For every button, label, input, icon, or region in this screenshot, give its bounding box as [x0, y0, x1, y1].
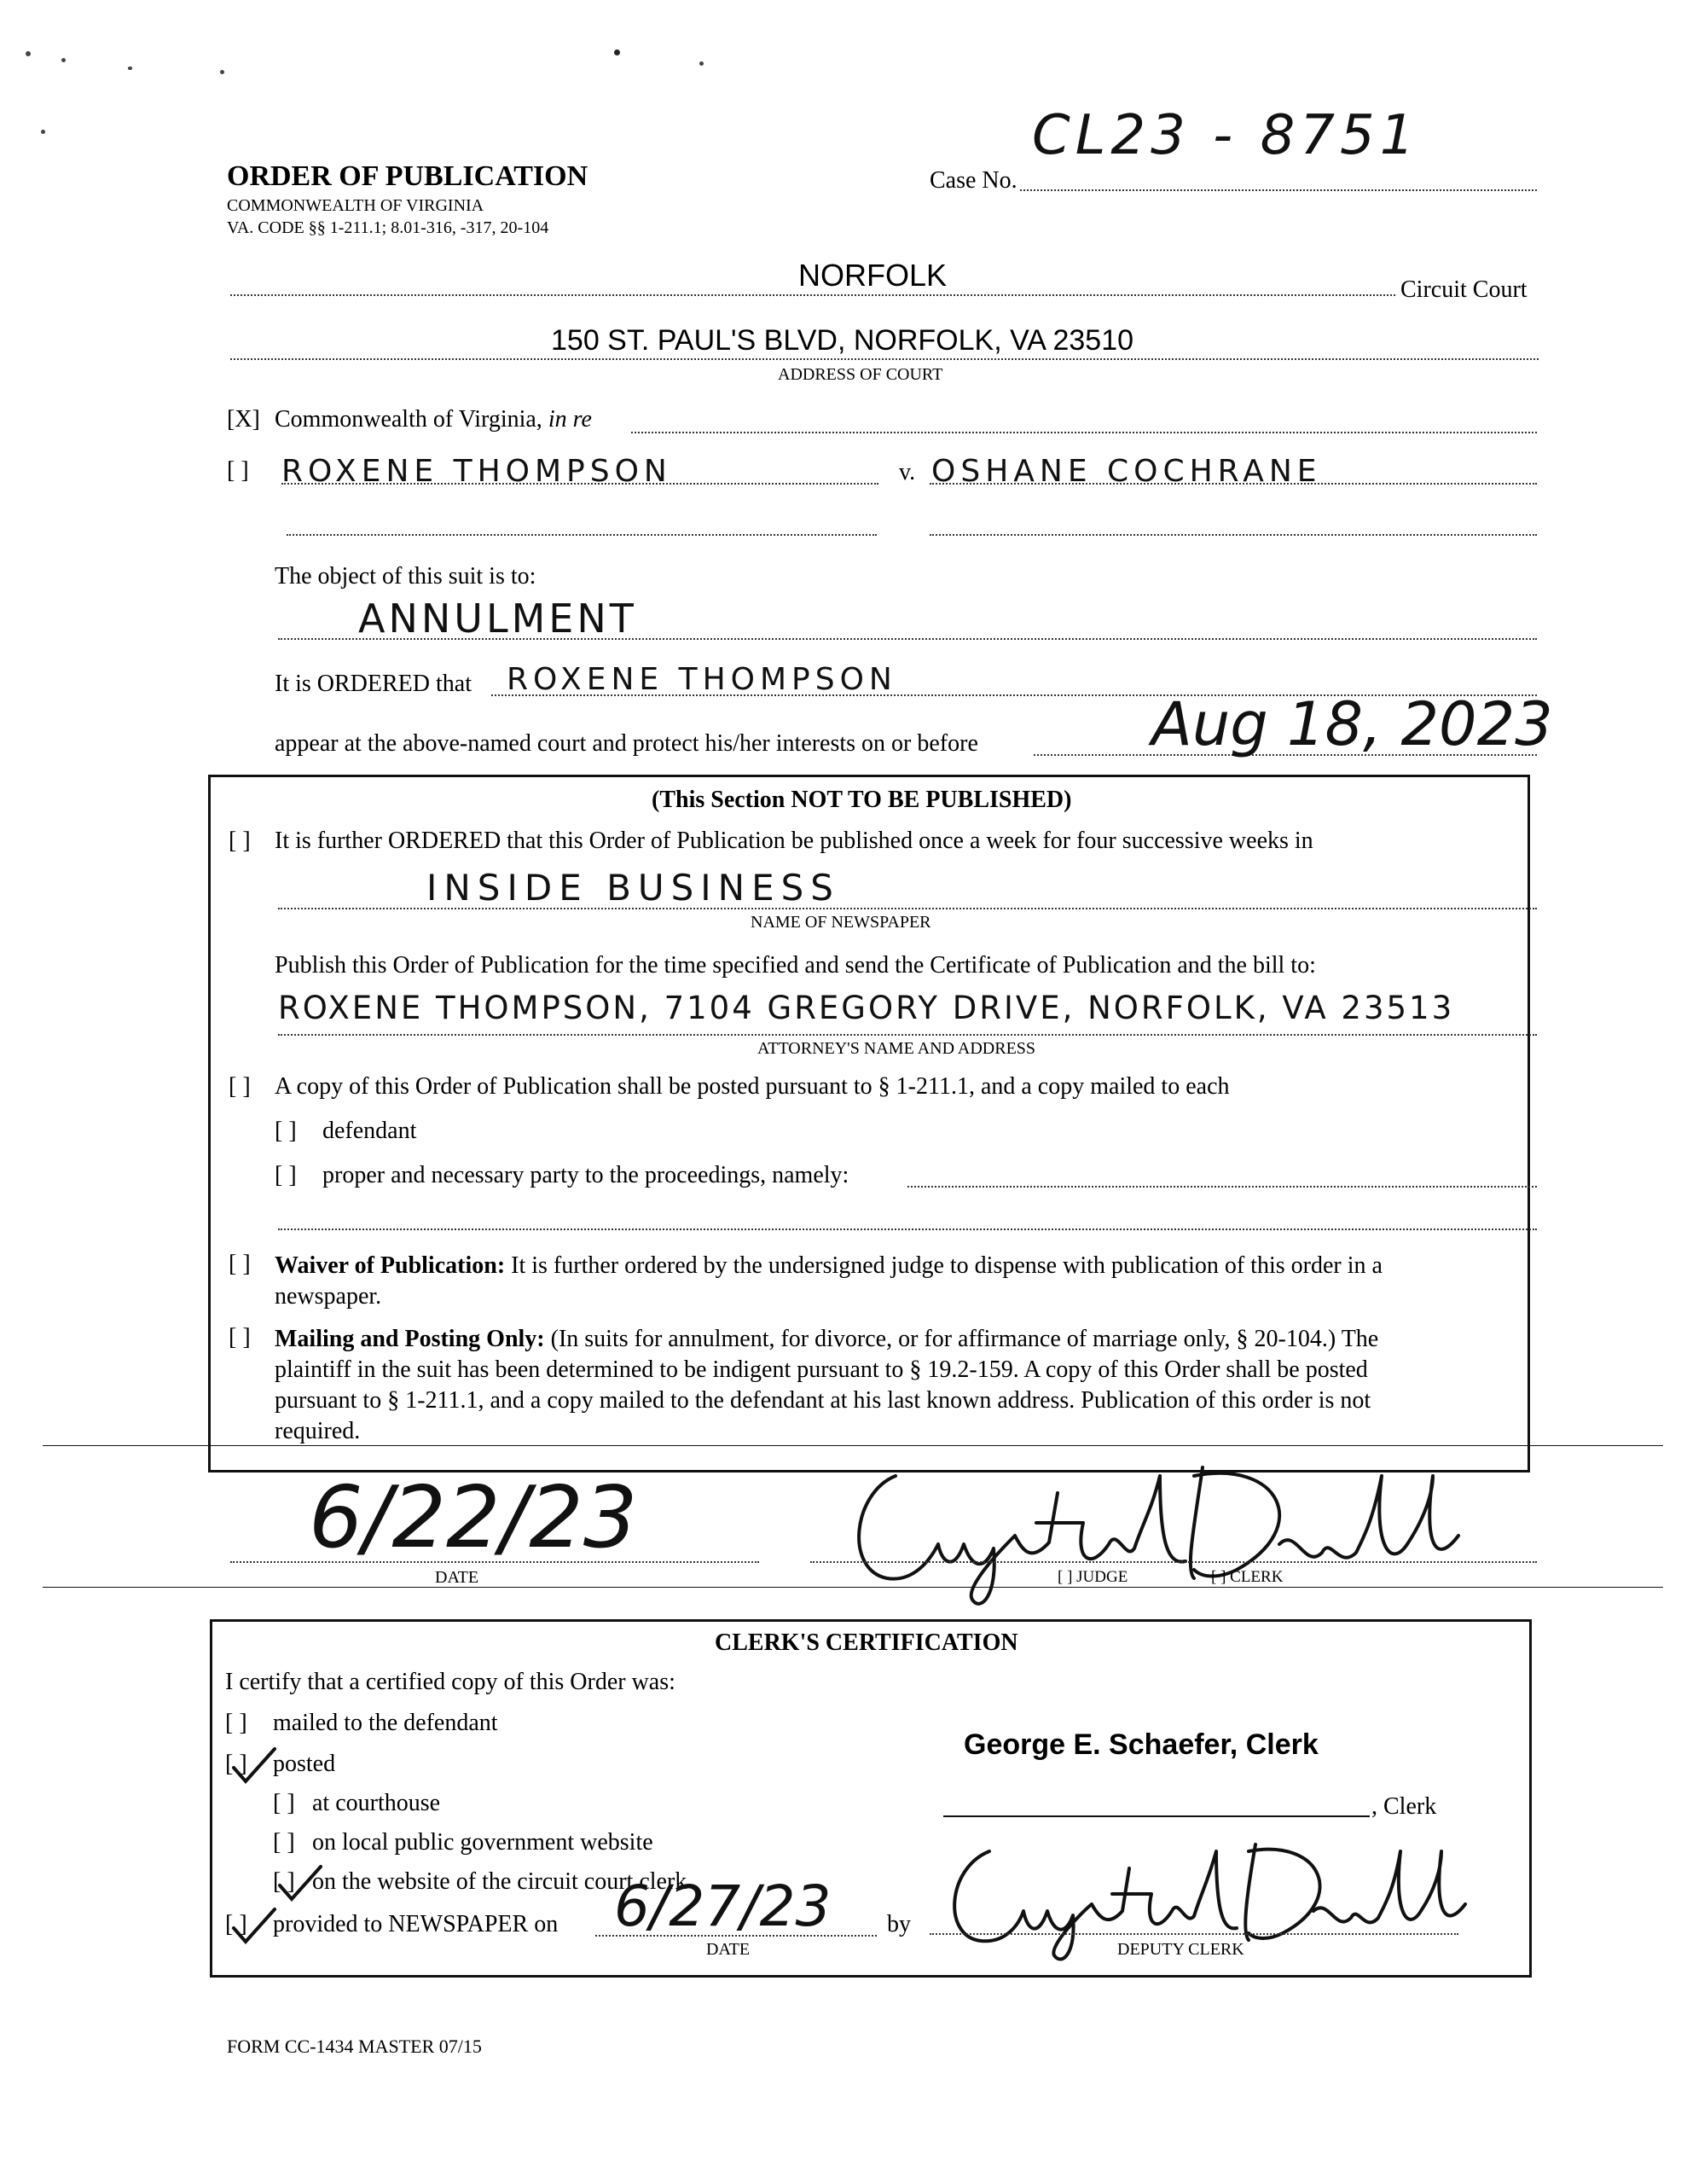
waiver-text: It is further ordered by the undersigned judge to dispense with publication of this order in a — [505, 1252, 1383, 1279]
date-caption: DATE — [435, 1568, 479, 1587]
provided-date: 6/27/23 — [614, 1873, 832, 1939]
address-caption: ADDRESS OF COURT — [778, 365, 943, 384]
newspaper-checkmark — [229, 1906, 280, 1949]
copy-checkbox[interactable]: [ ] — [229, 1073, 251, 1100]
mailing-checkbox[interactable]: [ ] — [229, 1324, 251, 1350]
clerk-website-text: on the website of the circuit court clerk — [312, 1868, 687, 1895]
by-label: by — [887, 1911, 911, 1937]
mailing-text-3: pursuant to § 1-211.1, and a copy mailed to the defendant at his last known address. Publication of this order is not — [275, 1387, 1371, 1414]
case-label: Case No. — [930, 167, 1017, 194]
mailing-paragraph — [275, 1324, 1528, 1447]
in-re-line — [631, 432, 1537, 433]
posted-text: posted — [273, 1751, 336, 1777]
clerk-website-checkbox[interactable]: [ ] — [273, 1868, 295, 1895]
mailed-checkbox[interactable]: [ ] — [225, 1710, 247, 1736]
scan-speck — [128, 67, 132, 70]
waiver-text-2: newspaper. — [275, 1283, 382, 1310]
scan-speck — [26, 51, 31, 56]
mailing-text-4: required. — [275, 1418, 361, 1444]
plaintiff-line — [281, 483, 878, 485]
commonwealth-checkbox[interactable]: [X] — [227, 406, 260, 433]
clerk-suffix: , Clerk — [1371, 1793, 1437, 1820]
object-line — [278, 638, 1537, 640]
form-number: FORM CC-1434 MASTER 07/15 — [227, 2036, 482, 2057]
provided-date-line — [595, 1935, 877, 1937]
party-text: proper and necessary party to the proceedings, namely: — [322, 1162, 849, 1188]
party-namely-line-2 — [278, 1228, 1537, 1230]
scan-speck — [699, 61, 704, 66]
further-text: It is further ORDERED that this Order of Publication be published once a week for four successive weeks in — [275, 828, 1313, 854]
plaintiff-checkbox[interactable]: [ ] — [227, 457, 249, 484]
courthouse-checkbox[interactable]: [ ] — [273, 1790, 295, 1816]
clerk-caption[interactable]: [ ] CLERK — [1211, 1568, 1284, 1586]
publish-text: Publish this Order of Publication for the time specified and send the Certificate of Publication and the bill to: — [275, 952, 1316, 979]
mailing-bold: Mailing and Posting Only: — [275, 1326, 545, 1352]
attorney-line — [278, 1034, 1537, 1036]
defendant-name: OSHANE COCHRANE — [931, 454, 1322, 489]
posted-checkbox[interactable]: [ ] — [225, 1751, 247, 1777]
court-address: 150 ST. PAUL'S BLVD, NORFOLK, VA 23510 — [551, 324, 1134, 357]
courthouse-text: at courthouse — [312, 1790, 441, 1816]
object-label: The object of this suit is to: — [275, 563, 536, 590]
newspaper-caption: NAME OF NEWSPAPER — [751, 913, 931, 932]
object-value: ANNULMENT — [358, 595, 637, 642]
newspaper-provided-text: provided to NEWSPAPER on — [273, 1911, 559, 1937]
party-namely-line — [907, 1186, 1537, 1188]
scan-speck — [614, 49, 620, 55]
attorney-caption: ATTORNEY'S NAME AND ADDRESS — [757, 1039, 1036, 1058]
mailed-text: mailed to the defendant — [273, 1710, 498, 1736]
mailing-text-2: plaintiff in the suit has been determined to be indigent pursuant to § 19.2-159. A copy of this Order shall be posted — [275, 1356, 1368, 1383]
certification-heading: CLERK'S CERTIFICATION — [715, 1629, 1018, 1656]
waiver-bold: Waiver of Publication: — [275, 1252, 506, 1279]
versus: v. — [899, 459, 916, 485]
posted-checkmark — [229, 1745, 280, 1788]
newspaper-checkbox[interactable]: [ ] — [225, 1911, 247, 1937]
clerk-name: George E. Schaefer, Clerk — [964, 1728, 1319, 1761]
scan-speck — [61, 58, 66, 62]
appear-date: Aug 18, 2023 — [1151, 689, 1553, 759]
local-website-text: on local public government website — [312, 1829, 653, 1856]
waiver-paragraph — [275, 1251, 1528, 1312]
party-line-2b — [930, 534, 1537, 536]
page-rule-2 — [43, 1587, 1663, 1588]
signature-date: 6/22/23 — [309, 1467, 638, 1567]
judge-caption[interactable]: [ ] JUDGE — [1058, 1568, 1128, 1586]
further-checkbox[interactable]: [ ] — [229, 828, 251, 854]
appear-text: appear at the above-named court and protect his/her interests on or before — [275, 730, 978, 757]
signature-line — [810, 1561, 1537, 1563]
ordered-label: It is ORDERED that — [275, 671, 472, 697]
in-re: in re — [548, 406, 592, 433]
defendant-line — [930, 483, 1537, 485]
not-published-heading: (This Section NOT TO BE PUBLISHED) — [652, 787, 1072, 813]
copy-text: A copy of this Order of Publication shall be posted pursuant to § 1-211.1, and a copy mailed to each — [275, 1073, 1230, 1100]
defendant-checkbox[interactable]: [ ] — [275, 1118, 297, 1144]
party-checkbox[interactable]: [ ] — [275, 1162, 297, 1188]
certification-intro: I certify that a certified copy of this Order was: — [225, 1669, 675, 1695]
defendant-text: defendant — [322, 1118, 417, 1144]
form-title: ORDER OF PUBLICATION — [227, 160, 588, 192]
form-code: VA. CODE §§ 1-211.1; 8.01-316, -317, 20-104 — [227, 218, 549, 237]
commonwealth-text: Commonwealth of Virginia, — [275, 406, 548, 433]
commonwealth-label — [275, 406, 592, 433]
address-line — [230, 358, 1539, 360]
deputy-caption: DEPUTY CLERK — [1117, 1940, 1244, 1959]
party-line-2a — [287, 534, 877, 536]
case-number: CL23 - 8751 — [1032, 104, 1420, 167]
scan-speck — [220, 70, 224, 74]
attorney-value: ROXENE THOMPSON, 7104 GREGORY DRIVE, NORFOLK, VA 23513 — [278, 990, 1455, 1026]
plaintiff-name: ROXENE THOMPSON — [281, 454, 672, 489]
newspaper-line — [278, 908, 1537, 909]
waiver-checkbox[interactable]: [ ] — [229, 1251, 251, 1277]
court-name: NORFOLK — [798, 258, 948, 293]
date-line — [230, 1561, 759, 1563]
court-line — [230, 294, 1395, 296]
mailing-text: (In suits for annulment, for divorce, or for affirmance of marriage only, § 20-104.) The — [544, 1326, 1379, 1352]
deputy-line — [930, 1933, 1458, 1935]
newspaper-name: INSIDE BUSINESS — [426, 867, 840, 909]
provided-date-caption: DATE — [706, 1940, 751, 1959]
form-subtitle: COMMONWEALTH OF VIRGINIA — [227, 196, 484, 215]
case-line — [1020, 189, 1537, 191]
clerk-name-line — [943, 1815, 1370, 1817]
court-suffix: Circuit Court — [1400, 276, 1528, 303]
local-website-checkbox[interactable]: [ ] — [273, 1829, 295, 1856]
ordered-party: ROXENE THOMPSON — [507, 662, 897, 697]
scan-speck — [41, 130, 45, 134]
